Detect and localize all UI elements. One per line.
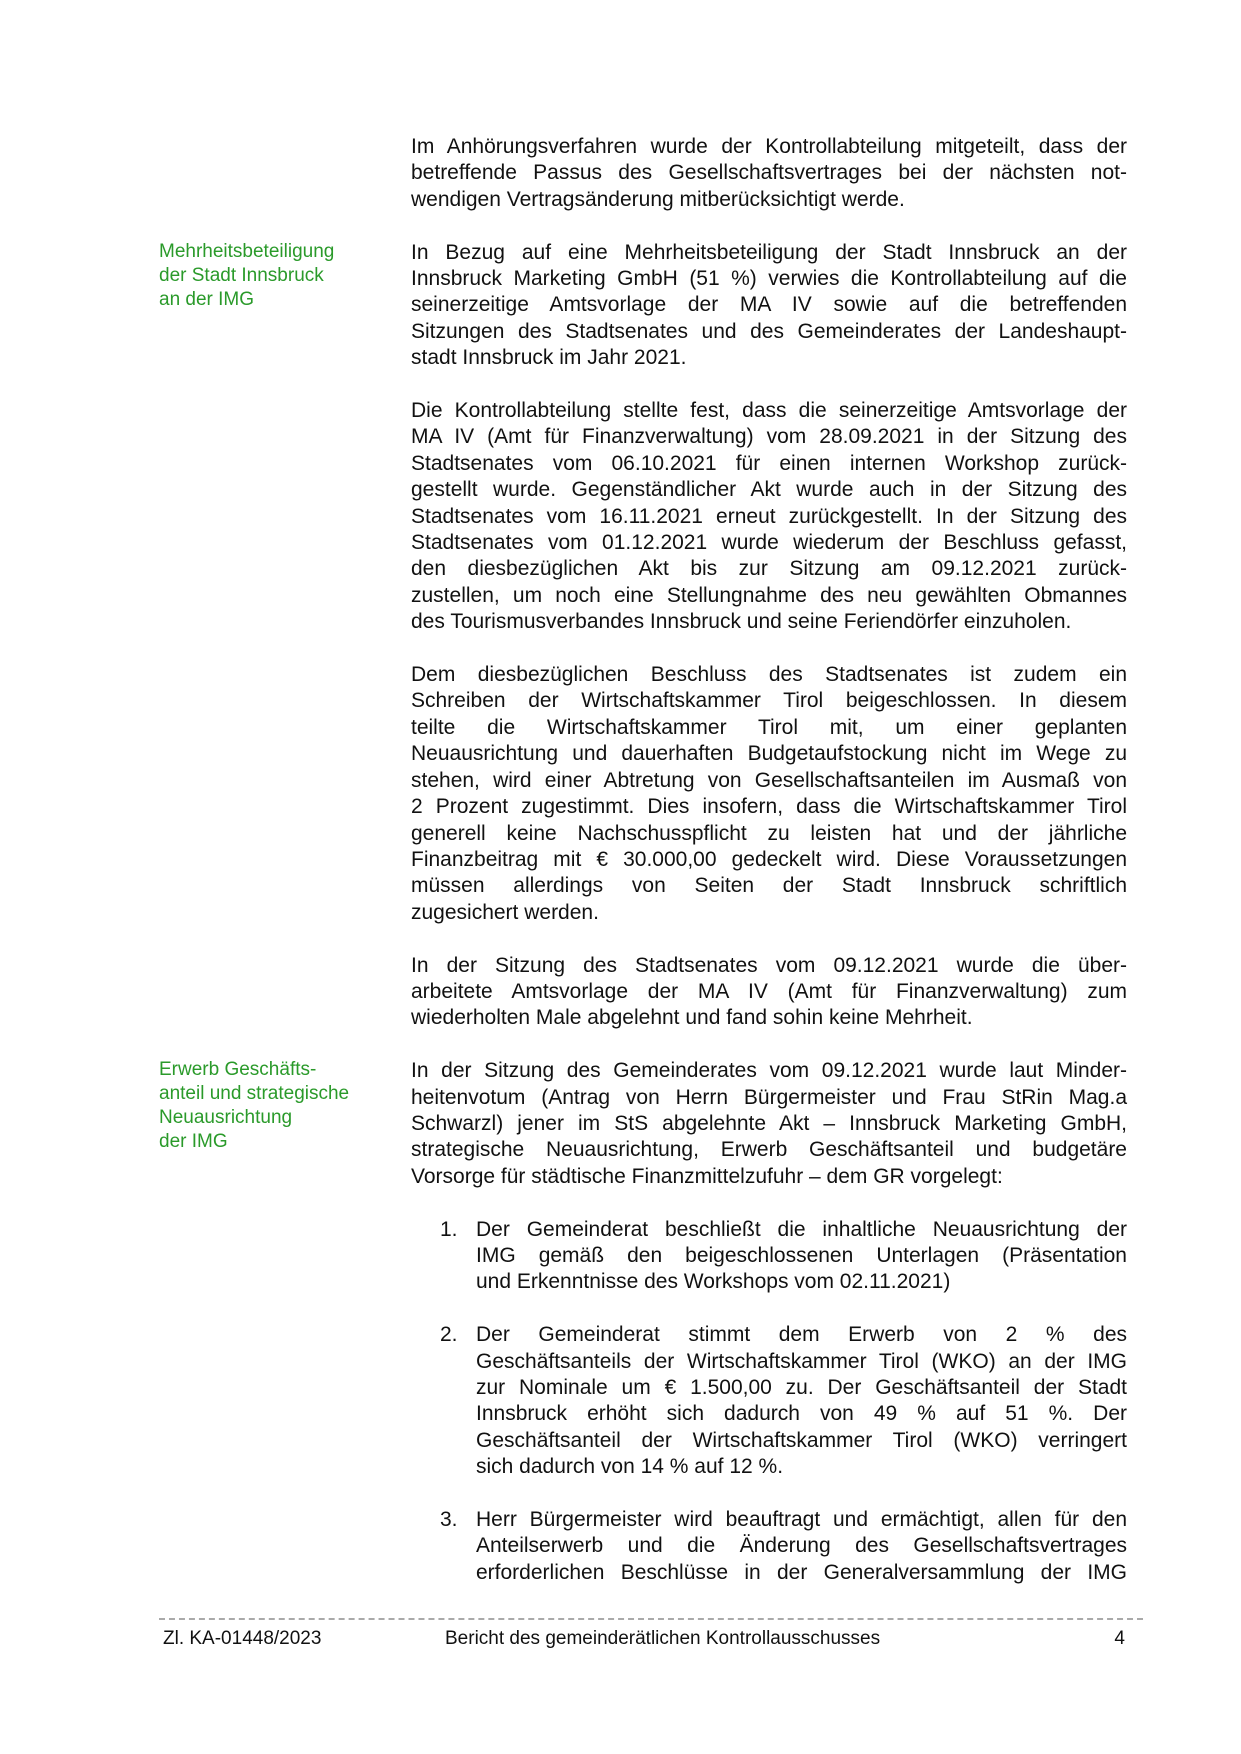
text-line: Der Gemeinderat stimmt dem Erwerb von 2 % des: [476, 1323, 1127, 1347]
text-line: sich dadurch von 14 % auf 12 %.: [476, 1455, 784, 1479]
text-line: Schwarzl) jener im StS abgelehnte Akt – Innsbruck Marketing GmbH,: [411, 1111, 1127, 1135]
text-line: Neuausrichtung und dauerhaften Budgetaufstockung nicht im Wege zu: [411, 742, 1127, 766]
page-number: 4: [1114, 1628, 1125, 1649]
list-number: 2.: [440, 1323, 458, 1347]
list-item: [159, 1507, 1127, 1586]
text-line: In der Sitzung des Gemeinderates vom 09.12.2021 wurde laut Minder-: [411, 1059, 1127, 1083]
margin-note: [159, 662, 411, 926]
footer-divider: [159, 1618, 1143, 1620]
list-number: 1.: [440, 1217, 458, 1241]
margin-note: [159, 240, 411, 372]
text-line: Stadtsenates vom 01.12.2021 wurde wiederum der Beschluss gefasst,: [411, 531, 1127, 555]
text-line: Innsbruck Marketing GmbH (51 %) verwies die Kontrollabteilung auf die: [411, 267, 1127, 291]
list-item: [159, 1322, 1127, 1480]
footer-reference: Zl. KA-01448/2023: [163, 1628, 322, 1649]
document-body: [159, 134, 1127, 1613]
paragraph: [159, 1058, 1127, 1190]
margin-note-line: anteil und strategische: [159, 1083, 350, 1105]
text-line: Herr Bürgermeister wird beauftragt und ermächtigt, allen für den: [476, 1508, 1127, 1531]
text-line: Schreiben der Wirtschaftskammer Tirol beigeschlossen. In diesem: [411, 689, 1127, 713]
margin-note-line: der Stadt Innsbruck: [159, 264, 324, 286]
margin-note-line: Mehrheitsbeteiligung: [159, 240, 335, 262]
text-line: MA IV (Amt für Finanzverwaltung) vom 28.09.2021 in der Sitzung des: [411, 425, 1127, 449]
paragraph: [159, 398, 1127, 636]
text-line: zugesichert werden.: [411, 900, 599, 924]
text-line: stehen, wird einer Abtretung von Gesellschaftsanteilen im Ausmaß von: [411, 768, 1127, 792]
text-line: Im Anhörungsverfahren wurde der Kontrollabteilung mitgeteilt, dass der: [411, 135, 1127, 158]
text-line: zustellen, um noch eine Stellungnahme des neu gewählten Obmannes: [411, 583, 1127, 607]
margin-note: [159, 398, 411, 636]
text-line: Anteilserwerb und die Änderung des Gesellschaftsvertrages: [476, 1534, 1127, 1558]
text-line: arbeitete Amtsvorlage der MA IV (Amt für Finanzverwaltung) zum: [411, 979, 1127, 1003]
margin-note: [159, 1322, 411, 1480]
paragraph: [159, 134, 1127, 213]
margin-note: [159, 953, 411, 1032]
paragraph: [159, 662, 1127, 926]
text-line: wiederholten Male abgelehnt und fand sohin keine Mehrheit.: [411, 1006, 973, 1030]
text-line: Dem diesbezüglichen Beschluss des Stadtsenates ist zudem ein: [411, 663, 1127, 687]
margin-note: [159, 1058, 411, 1190]
text-line: und Erkenntnisse des Workshops vom 02.11.2021): [476, 1270, 951, 1294]
text-line: Geschäftsanteil der Wirtschaftskammer Tirol (WKO) verringert: [476, 1428, 1127, 1452]
text-line: Geschäftsanteils der Wirtschaftskammer Tirol (WKO) an der IMG: [476, 1349, 1127, 1373]
margin-note: [159, 1507, 411, 1586]
text-line: In der Sitzung des Stadtsenates vom 09.12.2021 wurde die über-: [411, 953, 1127, 977]
text-line: Stadtsenates vom 06.10.2021 für einen internen Workshop zurück-: [411, 451, 1127, 475]
text-line: Stadtsenates vom 16.11.2021 erneut zurückgestellt. In der Sitzung des: [411, 504, 1127, 528]
text-line: zur Nominale um € 1.500,00 zu. Der Geschäftsanteil der Stadt: [476, 1375, 1127, 1399]
text-line: den diesbezüglichen Akt bis zur Sitzung am 09.12.2021 zurück-: [411, 557, 1127, 581]
paragraph: [159, 953, 1127, 1032]
text-line: stadt Innsbruck im Jahr 2021.: [411, 346, 687, 370]
text-line: des Tourismusverbandes Innsbruck und seine Feriendörfer einzuholen.: [411, 610, 1072, 634]
text-line: wendigen Vertragsänderung mitberücksichtigt werde.: [411, 187, 905, 211]
text-line: strategische Neuausrichtung, Erwerb Geschäftsanteil und budgetäre: [411, 1138, 1127, 1162]
paragraph: [159, 240, 1127, 372]
text-line: generell keine Nachschusspflicht zu leisten hat und der jährliche: [411, 821, 1127, 845]
margin-note-line: an der IMG: [159, 288, 255, 310]
text-line: Finanzbeitrag mit € 30.000,00 gedeckelt wird. Diese Voraussetzungen: [411, 847, 1127, 871]
text-line: teilte die Wirtschaftskammer Tirol mit, um einer geplanten: [411, 715, 1127, 739]
text-line: IMG gemäß den beigeschlossenen Unterlagen (Präsentation: [476, 1243, 1127, 1267]
text-line: seinerzeitige Amtsvorlage der MA IV sowie auf die betreffenden: [411, 293, 1127, 317]
margin-note-line: Erwerb Geschäfts-: [159, 1059, 317, 1081]
text-line: müssen allerdings von Seiten der Stadt Innsbruck schriftlich: [411, 874, 1127, 898]
text-line: heitenvotum (Antrag von Herrn Bürgermeister und Frau StRin Mag.a: [411, 1085, 1127, 1109]
text-line: Der Gemeinderat beschließt die inhaltliche Neuausrichtung der: [476, 1217, 1127, 1241]
margin-note-line: Neuausrichtung: [159, 1107, 293, 1129]
text-line: Vorsorge für städtische Finanzmittelzufuhr – dem GR vorgelegt:: [411, 1164, 1003, 1188]
text-line: betreffende Passus des Gesellschaftsvertrages bei der nächsten not-: [411, 161, 1127, 185]
list-number: 3.: [440, 1508, 458, 1531]
margin-note: [159, 1217, 411, 1296]
text-line: Die Kontrollabteilung stellte fest, dass die seinerzeitige Amtsvorlage der: [411, 399, 1127, 423]
margin-note: [159, 134, 411, 213]
list-item: [159, 1217, 1127, 1296]
margin-note-line: der IMG: [159, 1131, 228, 1153]
text-line: 2 Prozent zugestimmt. Dies insofern, dass die Wirtschaftskammer Tirol: [411, 795, 1127, 819]
text-line: Innsbruck erhöht sich dadurch von 49 % auf 51 %. Der: [476, 1402, 1127, 1426]
footer-title: Bericht des gemeinderätlichen Kontrollausschusses: [445, 1628, 881, 1649]
text-line: gestellt wurde. Gegenständlicher Akt wurde auch in der Sitzung des: [411, 478, 1127, 502]
text-line: Sitzungen des Stadtsenates und des Gemeinderates der Landeshaupt-: [411, 319, 1127, 343]
text-line: In Bezug auf eine Mehrheitsbeteiligung der Stadt Innsbruck an der: [411, 240, 1127, 264]
text-line: erforderlichen Beschlüsse in der Generalversammlung der IMG: [476, 1560, 1127, 1584]
